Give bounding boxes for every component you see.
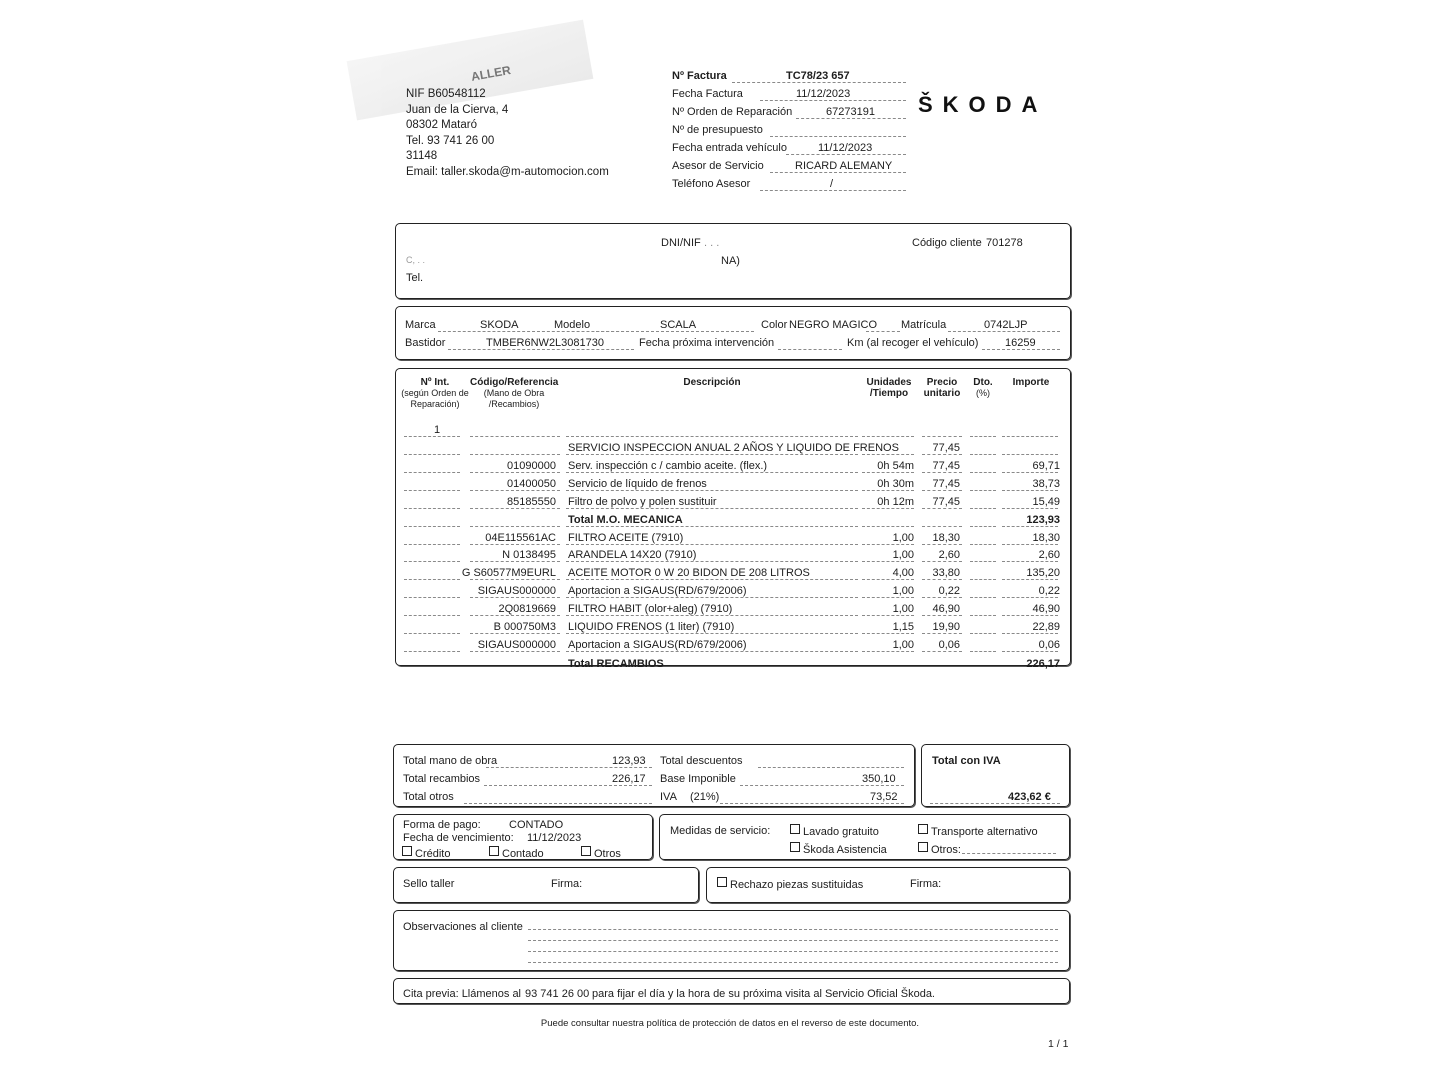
row-code: SIGAUS000000 [477,638,556,651]
row-code: 85185550 [507,495,556,508]
row-price: 46,90 [932,603,960,616]
option-reject-parts[interactable]: Rechazo piezas sustituidas [717,877,863,891]
row-description: ACEITE MOTOR 0 W 20 BIDON DE 208 LITROS [568,567,810,580]
page-number: 1 / 1 [1048,1038,1069,1050]
table-row [404,603,1060,619]
th-code: Código/Referencia (Mano de Obra /Recambios) [470,377,559,409]
due-date: 11/12/2023 [527,832,582,844]
repair-order-label: Nº Orden de Reparación [672,106,793,118]
row-amount: 69,71 [1032,459,1060,472]
vat-pct: (21%) [690,791,720,803]
workshop-stamp-label: Sello taller [403,878,455,890]
th-int-no: Nº Int. (según Orden de Reparación) [401,377,469,409]
checkbox-icon [918,824,928,834]
advisor-phone-label: Teléfono Asesor [672,178,751,190]
workshop-signature-label: Firma: [551,878,583,890]
row-code: 01090000 [507,459,556,472]
advisor-phone: / [830,178,834,190]
total-vat-label: Total con IVA [932,755,1001,767]
total-parts-sum: 226,17 [612,773,646,785]
dni-value: . . . [704,237,720,249]
row-units: 1,00 [892,603,914,616]
customer-tel-label: Tel. [406,272,424,284]
workshop-nif: NIF B60548112 [406,88,486,100]
row-amount: 18,30 [1032,531,1060,544]
row-price: 19,90 [932,621,960,633]
total-others-label: Total otros [403,791,454,803]
row-units: 1,00 [892,531,914,544]
privacy-note: Puede consultar nuestra política de protección de datos en el reverso de este documento. [540,1018,920,1029]
total-parts-sum-label: Total recambios [403,773,481,785]
entry-date-label: Fecha entrada vehículo [672,142,787,154]
total-parts-label: Total RECAMBIOS [568,658,664,670]
skoda-logo: ŠKODA [918,92,1048,117]
next-intervention-label: Fecha próxima intervención [639,337,775,349]
row-price: 2,60 [938,549,960,562]
table-row [404,585,1060,601]
row-units: 0h 54m [877,459,914,472]
table-row [404,442,1060,458]
row-units: 0h 12m [877,495,914,508]
budget-label: Nº de presupuesto [672,124,763,136]
option-wash[interactable]: Lavado gratuito [790,824,879,838]
total-vat-box [921,744,1070,807]
row-description: Total M.O. MECANICA [568,513,683,526]
row-code: 2Q0819669 [498,603,556,616]
th-price: Precio unitario [923,377,961,399]
table-row [404,478,1060,494]
workshop-signature-box [393,867,699,903]
row-amount: 135,20 [1026,567,1060,580]
workshop-email: Email: taller.skoda@m-automocion.com [406,165,609,178]
row-amount: 0,06 [1038,638,1060,651]
repair-order: 67273191 [826,106,875,118]
option-others[interactable]: Otros: [918,842,961,856]
row-description: ARANDELA 14X20 (7910) [568,549,697,562]
table-row [404,549,1060,565]
row-description: Aportacion a SIGAUS(RD/679/2006) [568,638,747,651]
color-label: Color [761,319,788,331]
table-row [404,496,1060,512]
th-amount: Importe [1012,377,1050,388]
workshop-city: 08302 Mataró [406,119,477,131]
option-cash[interactable]: Contado [489,846,544,860]
total-parts-value: 226,17 [1026,658,1060,670]
row-price: 0,22 [938,585,960,598]
invoice-date-label: Fecha Factura [672,88,743,100]
table-row [404,567,1060,583]
vat-amount: 73,52 [870,791,898,803]
row-amount: 0,22 [1038,585,1060,598]
row-units: 4,00 [892,567,914,580]
reject-box [706,867,1070,903]
th-code-sub: (Mano de Obra /Recambios) [483,388,545,409]
stamp-text: ALLER [470,63,512,84]
row-code: G S60577M9EURL [461,567,556,580]
row-amount: 22,89 [1032,621,1060,633]
taxable-base: 350,10 [862,773,896,785]
vin-label: Bastidor [405,337,446,349]
table-row [404,460,1060,476]
dni-label: DNI/NIF [661,237,701,249]
row-description: LIQUIDO FRENOS (1 liter) (7910) [568,621,735,633]
workshop-address: Juan de la Cierva, 4 [406,103,509,116]
payment-box [393,814,653,860]
checkbox-icon [581,846,591,856]
payment-method: CONTADO [509,819,564,831]
order-number: 1 [434,424,441,436]
service-label: Medidas de servicio: [670,825,771,837]
invoice-date: 11/12/2023 [796,88,851,100]
brand-label: Marca [405,319,436,331]
payment-method-label: Forma de pago: [403,819,481,831]
row-amount: 38,73 [1032,477,1060,490]
row-price: 77,45 [932,459,960,472]
row-code: N 0138495 [502,549,556,562]
appointment-box [393,978,1070,1004]
client-signature-label: Firma: [910,878,942,890]
observations-label: Observaciones al cliente [403,921,523,933]
row-amount: 15,49 [1032,495,1060,508]
row-units: 1,00 [892,638,914,651]
workshop-phone: Tel. 93 741 26 00 [406,134,495,147]
row-code: 01400050 [507,477,556,490]
customer-name: C, . . [406,255,426,265]
totals-box [393,744,915,807]
total-labor-label: Total mano de obra [403,755,498,767]
km-value: 16259 [1005,337,1036,349]
row-price: 18,30 [932,531,960,544]
row-description: Filtro de polvo y polen sustituir [568,495,717,508]
vin-value: TMBER6NW2L3081730 [486,337,605,349]
row-code: 04E115561AC [485,531,556,544]
table-row [404,621,1060,637]
invoice-number-label: Nº Factura [672,70,727,82]
km-label: Km (al recoger el vehículo) [847,337,979,349]
workshop-info [406,87,609,180]
th-discount: Dto. (%) [968,377,998,399]
checkbox-icon [402,846,412,856]
client-code-label: Código cliente [912,237,982,249]
advisor: RICARD ALEMANY [795,160,893,172]
color-value: NEGRO MAGICO [789,319,878,331]
row-price: 0,06 [938,638,960,651]
total-discounts-label: Total descuentos [660,755,743,767]
option-assist[interactable]: Škoda Asistencia [790,842,887,856]
vehicle-box [395,306,1071,360]
model-label: Modelo [554,319,591,331]
plate-label: Matrícula [901,319,947,331]
row-price: 77,45 [932,477,960,490]
checkbox-icon [790,842,800,852]
appointment-phone: 93 741 26 00 [525,988,590,1000]
checkbox-icon [717,877,727,887]
row-description: FILTRO ACEITE (7910) [568,531,684,544]
client-code: 701278 [986,237,1023,249]
customer-box [395,223,1071,299]
table-row [404,639,1060,655]
row-amount: 46,90 [1032,603,1060,616]
row-amount: 123,93 [1026,513,1060,526]
row-description: FILTRO HABIT (olor+aleg) (7910) [568,603,733,616]
th-discount-sub: (%) [976,388,990,398]
row-description: SERVICIO INSPECCION ANUAL 2 AÑOS Y LIQUIDO DE FRENOS [568,442,899,454]
plate-value: 0742LJP [984,319,1028,331]
row-price: 33,80 [932,567,960,580]
option-credit[interactable]: Crédito [402,846,450,860]
advisor-label: Asesor de Servicio [672,160,764,172]
row-price: 77,45 [932,495,960,508]
entry-date: 11/12/2023 [818,142,873,154]
row-amount: 2,60 [1038,549,1060,562]
row-code: B 000750M3 [493,621,556,633]
th-units: Unidades /Tiempo [866,377,912,399]
order-number-row [404,424,1060,440]
appointment-prefix: Cita previa: Llámenos al [403,988,522,1000]
observations-box [393,910,1070,971]
due-date-label: Fecha de vencimiento: [403,832,514,844]
total-vat: 423,62 € [1008,791,1051,803]
row-units: 0h 30m [877,477,914,490]
vat-label: IVA [660,791,677,803]
service-box [659,814,1070,860]
option-other[interactable]: Otros [581,846,621,860]
row-units: 1,15 [892,621,914,633]
row-description: Servicio de líquido de frenos [568,477,707,490]
row-units: 1,00 [892,549,914,562]
workshop-code: 31148 [406,150,438,162]
th-description: Descripción [683,377,741,388]
table-row [404,532,1060,548]
table-row [404,514,1060,530]
taxable-base-label: Base Imponible [660,773,736,785]
row-description: Aportacion a SIGAUS(RD/679/2006) [568,585,747,598]
customer-city: NA) [721,255,740,267]
row-units: 1,00 [892,585,914,598]
total-labor: 123,93 [612,755,646,767]
invoice-number: TC78/23 657 [786,70,850,82]
row-description: Serv. inspección c / cambio aceite. (flex.) [568,459,768,472]
option-transport[interactable]: Transporte alternativo [918,824,1038,838]
th-int-no-sub: (según Orden de Reparación) [401,388,469,409]
appointment-suffix: para fijar el día y la hora de su próxima visita al Servicio Oficial Škoda. [592,988,935,1000]
checkbox-icon [790,824,800,834]
brand-value: SKODA [480,319,519,331]
row-price: 77,45 [932,442,960,454]
checkbox-icon [918,842,928,852]
checkbox-icon [489,846,499,856]
model-value: SCALA [660,319,697,331]
row-code: SIGAUS000000 [477,585,556,598]
